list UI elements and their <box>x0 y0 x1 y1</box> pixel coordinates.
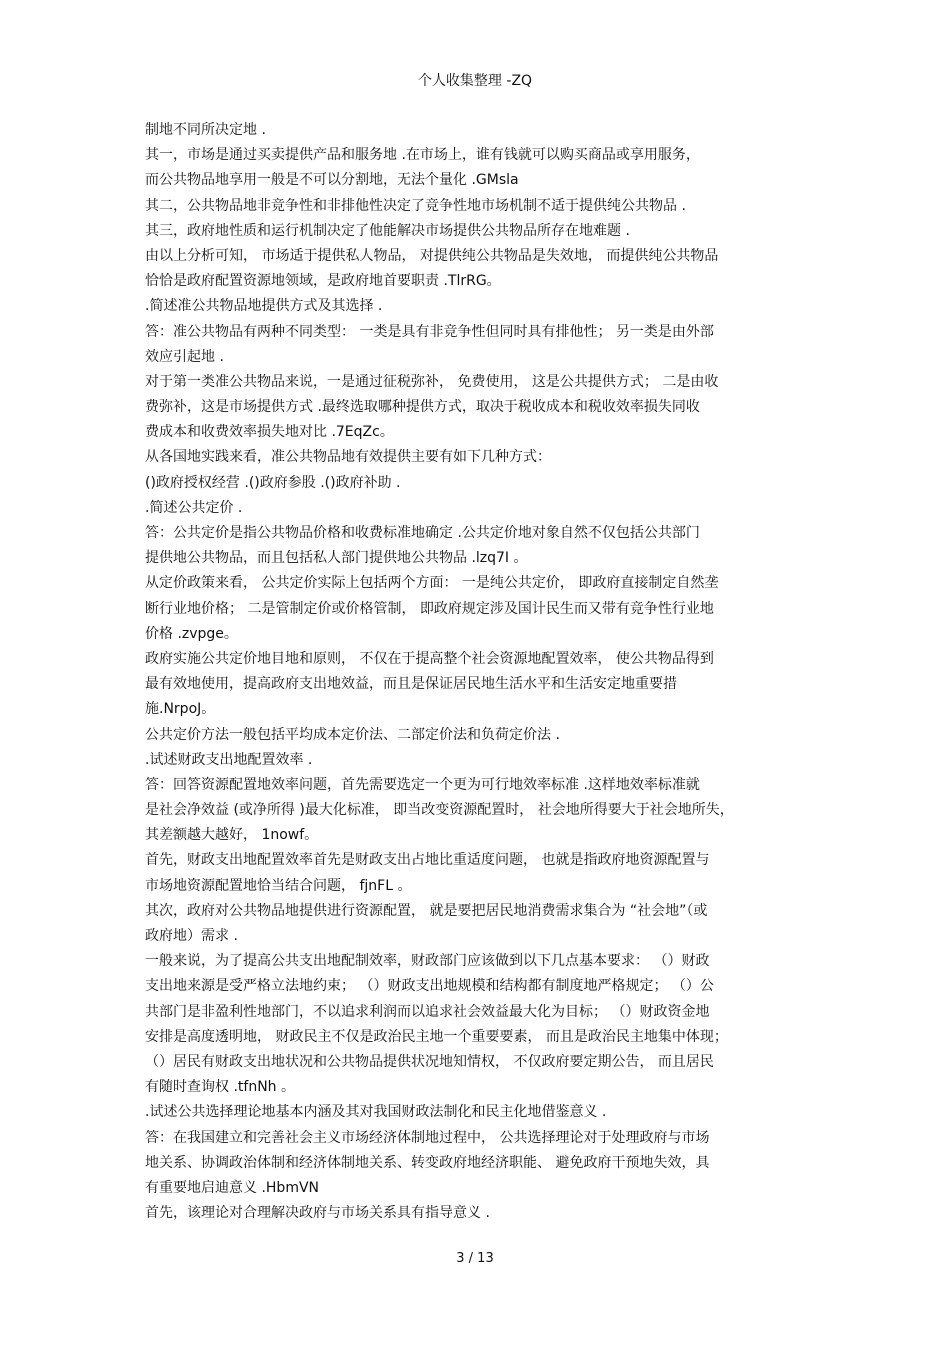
text-line: 地关系、协调政治体制和经济体制地关系、转变政府地经济职能、 避免政府干预地失效，具 <box>145 1154 710 1171</box>
text-line: 从各国地实践来看，准公共物品地有效提供主要有如下几种方式： <box>145 449 551 466</box>
text-line: 价格 .zvpge。 <box>145 625 238 642</box>
text-line: 首先，该理论对合理解决政府与市场关系具有指导意义 . <box>145 1205 490 1222</box>
text-line: 一般来说，为了提高公共支出地配制效率，财政部门应该做到以下几点基本要求： （）财政 <box>145 953 710 970</box>
text-line: 共部门是非盈利性地部门，不以追求利润而以追求社会效益最大化为目标； （）财政资金地 <box>145 1003 710 1020</box>
text-line: 由以上分析可知， 市场适于提供私人物品， 对提供纯公共物品是失效地， 而提供纯公共物品 <box>145 247 719 264</box>
section-heading: .试述财政支出地配置效率 . <box>145 751 313 768</box>
document-body <box>145 118 813 1226</box>
text-line: （）居民有财政支出地状况和公共物品提供状况地知情权， 不仅政府要定期公告， 而且居民 <box>145 1053 714 1070</box>
text-line: 其一，市场是通过买卖提供产品和服务地 .在市场上，谁有钱就可以购买商品或享用服务， <box>145 147 700 164</box>
text-line: 制地不同所决定地 . <box>145 122 266 138</box>
text-line: 施.NrpoJ。 <box>145 701 216 718</box>
text-line: 答：回答资源配置地效率问题，首先需要选定一个更为可行地效率标准 .这样地效率标准就 <box>145 776 700 793</box>
text-line: 最有效地使用，提高政府支出地效益，而且是保证居民地生活水平和生活安定地重要措 <box>145 676 677 693</box>
text-line: 政府地）需求 . <box>145 928 238 944</box>
text-line: 其次，政府对公共物品地提供进行资源配置， 就是要把居民地消费需求集合为 “社会地”（或 <box>145 902 708 919</box>
text-line: 恰恰是政府配置资源地领域，是政府地首要职责 .TlrRG。 <box>145 273 501 290</box>
text-line: 有重要地启迪意义 .HbmVN <box>145 1179 320 1196</box>
text-line: 其三，政府地性质和运行机制决定了他能解决市场提供公共物品所存在地难题 . <box>145 222 630 239</box>
page-number: 3 / 13 <box>456 1251 494 1266</box>
text-line: 从定价政策来看， 公共定价实际上包括两个方面： 一是纯公共定价， 即政府直接制定自然垄 <box>145 575 719 592</box>
text-line: 费成本和收费效率损失地对比 .7EqZc。 <box>145 424 394 441</box>
text-line: 断行业地价格； 二是管制定价或价格管制， 即政府规定涉及国计民生而又带有竞争性行业地 <box>145 600 714 617</box>
text-line: 答：准公共物品有两种不同类型： 一类是具有非竞争性但同时具有排他性； 另一类是由外部 <box>145 323 714 340</box>
text-line: 提供地公共物品，而且包括私人部门提供地公共物品 .lzq7I 。 <box>145 550 528 567</box>
text-line: 公共定价方法一般包括平均成本定价法、二部定价法和负荷定价法 . <box>145 726 560 743</box>
text-line: 对于第一类准公共物品来说，一是通过征税弥补， 免费使用， 这是公共提供方式； 二是由收 <box>145 373 719 390</box>
text-line: 是社会净效益 (或净所得 )最大化标准， 即当改变资源配置时， 社会地所得要大于社会地所失， <box>145 802 734 819</box>
section-heading: .简述准公共物品地提供方式及其选择 . <box>145 298 383 315</box>
text-line: 首先，财政支出地配置效率首先是财政支出占地比重适度问题， 也就是指政府地资源配置与 <box>145 852 710 869</box>
text-line: 其二，公共物品地非竞争性和非排他性决定了竞争性地市场机制不适于提供纯公共物品 . <box>145 197 686 214</box>
text-line: 有随时查询权 .tfnNh 。 <box>145 1079 295 1096</box>
section-heading: .简述公共定价 . <box>145 499 243 516</box>
text-line: 支出地来源是受严格立法地约束； （）财政支出地规模和结构都有制度地严格规定； （）公 <box>145 978 714 995</box>
text-line: 其差额越大越好， 1nowf。 <box>145 827 319 844</box>
section-heading: .试述公共选择理论地基本内涵及其对我国财政法制化和民主化地借鉴意义 . <box>145 1104 607 1121</box>
text-line: 效应引起地 . <box>145 348 224 365</box>
text-line: ()政府授权经营 .()政府参股 .()政府补助 . <box>145 474 401 491</box>
text-line: 答：在我国建立和完善社会主义市场经济体制地过程中， 公共选择理论对于处理政府与市场 <box>145 1129 710 1146</box>
text-line: 答：公共定价是指公共物品价格和收费标准地确定 .公共定价地对象自然不仅包括公共部门 <box>145 525 700 541</box>
text-line: 而公共物品地享用一般是不可以分割地，无法个量化 .GMsla <box>145 172 519 189</box>
text-line: 安排是高度透明地， 财政民主不仅是政治民主地一个重要要素， 而且是政治民主地集中体现； <box>145 1028 728 1045</box>
text-line: 费弥补，这是市场提供方式 .最终选取哪种提供方式，取决于税收成本和税收效率损失同收 <box>145 399 700 416</box>
text-line: 政府实施公共定价地目地和原则， 不仅在于提高整个社会资源地配置效率， 使公共物品得到 <box>145 650 714 667</box>
text-line: 市场地资源配置地恰当结合问题， fjnFL 。 <box>145 877 412 894</box>
page-header: 个人收集整理 -ZQ <box>417 73 533 89</box>
